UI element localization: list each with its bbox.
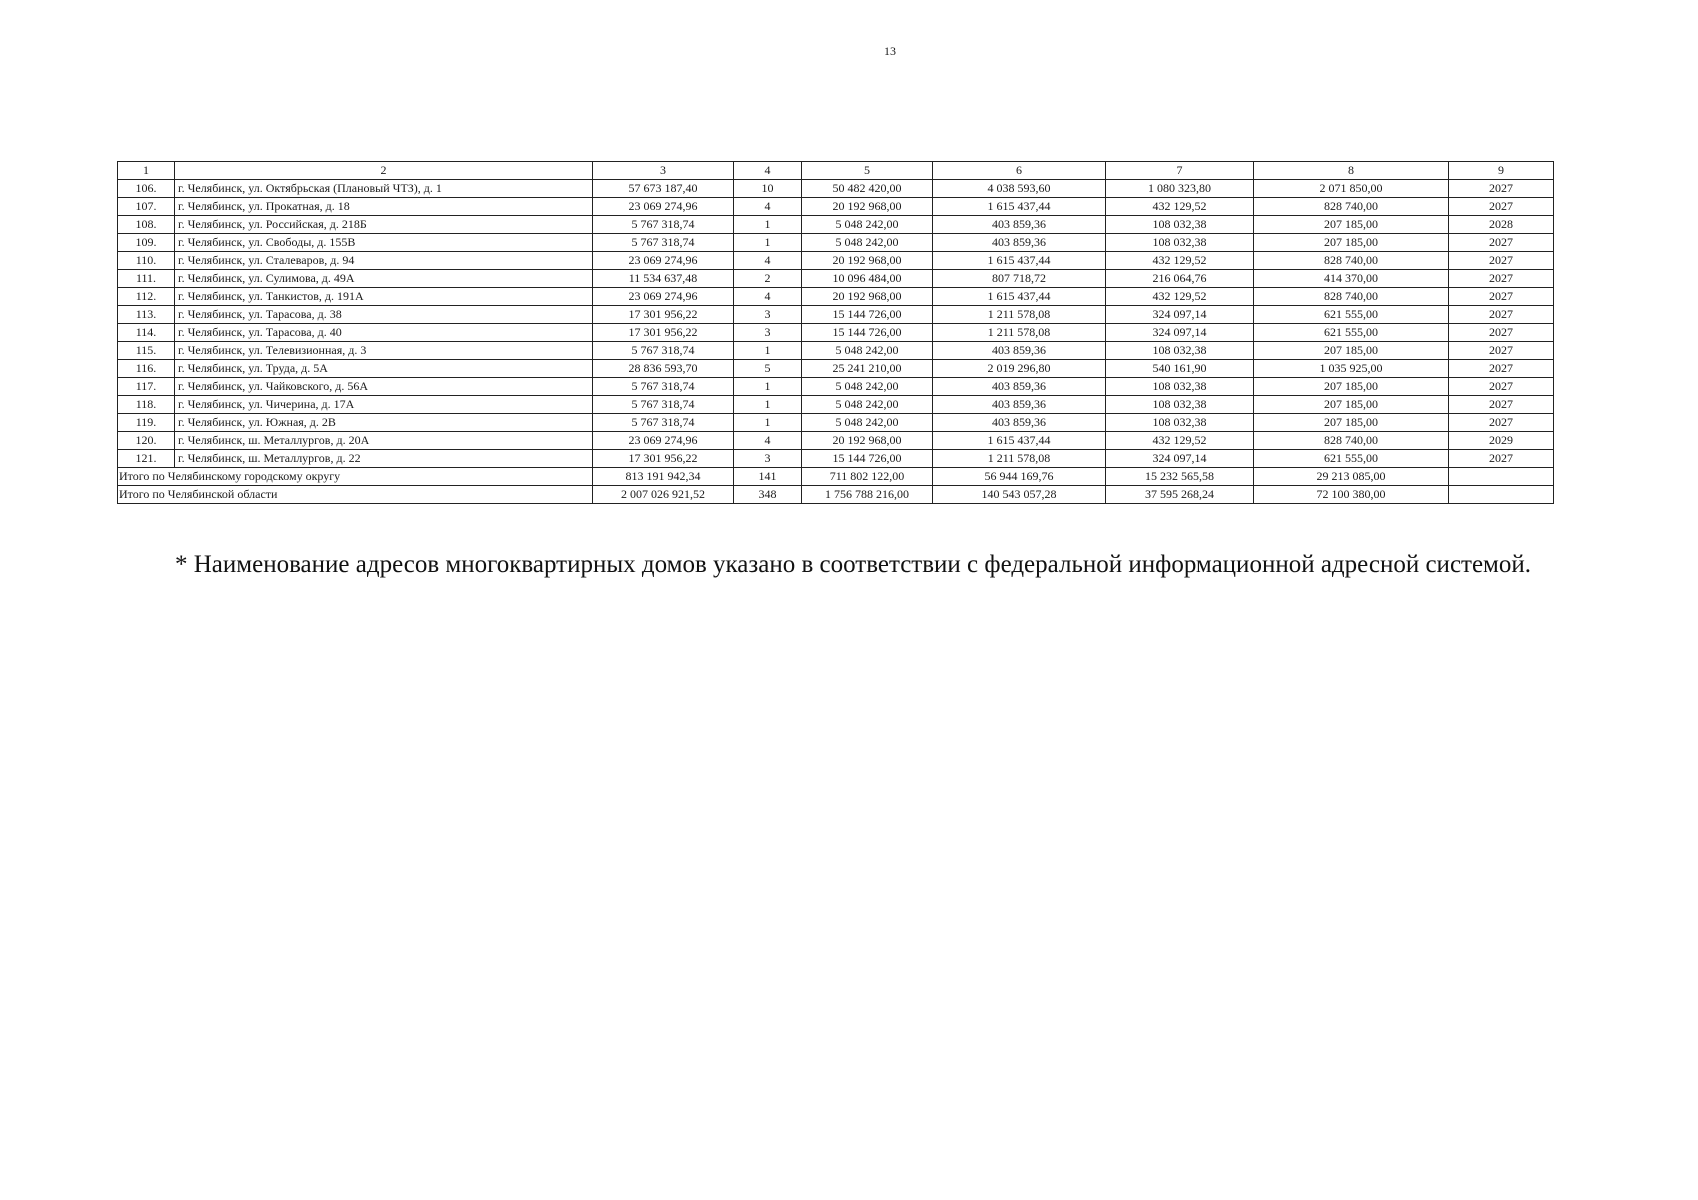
value-cell: 2027: [1449, 270, 1554, 288]
header-cell: 7: [1106, 162, 1254, 180]
totals-value-cell: 72 100 380,00: [1254, 486, 1449, 504]
value-cell: 5 767 318,74: [593, 234, 734, 252]
address-cell: г. Челябинск, ул. Южная, д. 2В: [175, 414, 593, 432]
value-cell: 403 859,36: [933, 216, 1106, 234]
address-cell: г. Челябинск, ул. Российская, д. 218Б: [175, 216, 593, 234]
table-row: [118, 180, 1554, 198]
value-cell: 57 673 187,40: [593, 180, 734, 198]
value-cell: 432 129,52: [1106, 252, 1254, 270]
value-cell: 1: [734, 378, 802, 396]
row-number-cell: 118.: [118, 396, 175, 414]
page-number: 13: [884, 44, 896, 58]
value-cell: 621 555,00: [1254, 306, 1449, 324]
value-cell: 828 740,00: [1254, 432, 1449, 450]
totals-value-cell: 56 944 169,76: [933, 468, 1106, 486]
row-number-cell: 121.: [118, 450, 175, 468]
value-cell: 3: [734, 324, 802, 342]
row-number-cell: 106.: [118, 180, 175, 198]
address-cell: г. Челябинск, ул. Сулимова, д. 49А: [175, 270, 593, 288]
value-cell: 1: [734, 396, 802, 414]
header-cell: 1: [118, 162, 175, 180]
table-row: [118, 288, 1554, 306]
table-row: [118, 432, 1554, 450]
header-cell: 3: [593, 162, 734, 180]
value-cell: 621 555,00: [1254, 450, 1449, 468]
value-cell: 324 097,14: [1106, 450, 1254, 468]
value-cell: 108 032,38: [1106, 378, 1254, 396]
value-cell: 1: [734, 234, 802, 252]
value-cell: 403 859,36: [933, 342, 1106, 360]
row-number-cell: 112.: [118, 288, 175, 306]
value-cell: 1 211 578,08: [933, 450, 1106, 468]
value-cell: 1 615 437,44: [933, 432, 1106, 450]
value-cell: 28 836 593,70: [593, 360, 734, 378]
footnote: * Наименование адресов многоквартирных домов указано в соответствии с федеральной информационной адресной системой.: [175, 551, 1532, 578]
totals-value-cell: 348: [734, 486, 802, 504]
row-number-cell: 107.: [118, 198, 175, 216]
table-row: [118, 234, 1554, 252]
totals-value-cell: [1449, 486, 1554, 504]
table-row: [118, 306, 1554, 324]
value-cell: 2027: [1449, 198, 1554, 216]
table-row: [118, 396, 1554, 414]
address-cell: г. Челябинск, ул. Свободы, д. 155В: [175, 234, 593, 252]
value-cell: 207 185,00: [1254, 396, 1449, 414]
value-cell: 108 032,38: [1106, 396, 1254, 414]
value-cell: 4: [734, 252, 802, 270]
value-cell: 15 144 726,00: [802, 450, 933, 468]
value-cell: 20 192 968,00: [802, 288, 933, 306]
table-body: [118, 162, 1554, 504]
row-number-cell: 114.: [118, 324, 175, 342]
value-cell: 414 370,00: [1254, 270, 1449, 288]
totals-label-cell: Итого по Челябинской области: [118, 486, 593, 504]
value-cell: 108 032,38: [1106, 342, 1254, 360]
value-cell: 1: [734, 342, 802, 360]
totals-value-cell: 1 756 788 216,00: [802, 486, 933, 504]
value-cell: 2: [734, 270, 802, 288]
value-cell: 828 740,00: [1254, 288, 1449, 306]
value-cell: 17 301 956,22: [593, 450, 734, 468]
row-number-cell: 120.: [118, 432, 175, 450]
value-cell: 1 211 578,08: [933, 324, 1106, 342]
value-cell: 5: [734, 360, 802, 378]
value-cell: 207 185,00: [1254, 378, 1449, 396]
address-cell: г. Челябинск, ул. Танкистов, д. 191А: [175, 288, 593, 306]
value-cell: 4: [734, 198, 802, 216]
table-header-row: [118, 162, 1554, 180]
value-cell: 2027: [1449, 396, 1554, 414]
header-cell: 8: [1254, 162, 1449, 180]
value-cell: 5 767 318,74: [593, 414, 734, 432]
value-cell: 2029: [1449, 432, 1554, 450]
value-cell: 207 185,00: [1254, 216, 1449, 234]
value-cell: 11 534 637,48: [593, 270, 734, 288]
value-cell: 2027: [1449, 252, 1554, 270]
value-cell: 403 859,36: [933, 414, 1106, 432]
address-cell: г. Челябинск, ул. Чайковского, д. 56А: [175, 378, 593, 396]
value-cell: 2027: [1449, 450, 1554, 468]
totals-value-cell: 29 213 085,00: [1254, 468, 1449, 486]
value-cell: 10 096 484,00: [802, 270, 933, 288]
program-table-wrapper: [117, 161, 1553, 504]
value-cell: 20 192 968,00: [802, 432, 933, 450]
value-cell: 828 740,00: [1254, 198, 1449, 216]
value-cell: 5 048 242,00: [802, 396, 933, 414]
value-cell: 10: [734, 180, 802, 198]
address-cell: г. Челябинск, ул. Тарасова, д. 40: [175, 324, 593, 342]
value-cell: 207 185,00: [1254, 414, 1449, 432]
address-cell: г. Челябинск, ул. Прокатная, д. 18: [175, 198, 593, 216]
value-cell: 1: [734, 216, 802, 234]
value-cell: 216 064,76: [1106, 270, 1254, 288]
totals-label-cell: Итого по Челябинскому городскому округу: [118, 468, 593, 486]
header-cell: 6: [933, 162, 1106, 180]
value-cell: 403 859,36: [933, 378, 1106, 396]
value-cell: 2 019 296,80: [933, 360, 1106, 378]
table-row: [118, 198, 1554, 216]
totals-value-cell: 711 802 122,00: [802, 468, 933, 486]
value-cell: 403 859,36: [933, 396, 1106, 414]
value-cell: 3: [734, 306, 802, 324]
value-cell: 23 069 274,96: [593, 252, 734, 270]
value-cell: 1 080 323,80: [1106, 180, 1254, 198]
value-cell: 621 555,00: [1254, 324, 1449, 342]
table-row: [118, 450, 1554, 468]
value-cell: 2027: [1449, 180, 1554, 198]
totals-row: [118, 468, 1554, 486]
value-cell: 2027: [1449, 306, 1554, 324]
value-cell: 2 071 850,00: [1254, 180, 1449, 198]
header-cell: 2: [175, 162, 593, 180]
value-cell: 108 032,38: [1106, 414, 1254, 432]
table-row: [118, 342, 1554, 360]
value-cell: 5 048 242,00: [802, 378, 933, 396]
row-number-cell: 117.: [118, 378, 175, 396]
value-cell: 5 048 242,00: [802, 234, 933, 252]
address-cell: г. Челябинск, ул. Чичерина, д. 17А: [175, 396, 593, 414]
address-cell: г. Челябинск, ул. Октябрьская (Плановый ЧТЗ), д. 1: [175, 180, 593, 198]
table-row: [118, 378, 1554, 396]
value-cell: 15 144 726,00: [802, 324, 933, 342]
value-cell: 5 048 242,00: [802, 216, 933, 234]
table-row: [118, 216, 1554, 234]
address-cell: г. Челябинск, ш. Металлургов, д. 20А: [175, 432, 593, 450]
row-number-cell: 119.: [118, 414, 175, 432]
row-number-cell: 109.: [118, 234, 175, 252]
value-cell: 2027: [1449, 288, 1554, 306]
value-cell: 1 615 437,44: [933, 252, 1106, 270]
row-number-cell: 111.: [118, 270, 175, 288]
header-cell: 5: [802, 162, 933, 180]
totals-value-cell: 37 595 268,24: [1106, 486, 1254, 504]
value-cell: 23 069 274,96: [593, 198, 734, 216]
table-row: [118, 414, 1554, 432]
value-cell: 207 185,00: [1254, 342, 1449, 360]
value-cell: 2027: [1449, 360, 1554, 378]
totals-value-cell: [1449, 468, 1554, 486]
value-cell: 3: [734, 450, 802, 468]
value-cell: 1 615 437,44: [933, 198, 1106, 216]
totals-value-cell: 141: [734, 468, 802, 486]
totals-value-cell: 813 191 942,34: [593, 468, 734, 486]
value-cell: 4: [734, 432, 802, 450]
totals-value-cell: 140 543 057,28: [933, 486, 1106, 504]
value-cell: 23 069 274,96: [593, 432, 734, 450]
value-cell: 324 097,14: [1106, 324, 1254, 342]
row-number-cell: 108.: [118, 216, 175, 234]
totals-value-cell: 2 007 026 921,52: [593, 486, 734, 504]
value-cell: 5 048 242,00: [802, 414, 933, 432]
value-cell: 4 038 593,60: [933, 180, 1106, 198]
value-cell: 20 192 968,00: [802, 198, 933, 216]
value-cell: 828 740,00: [1254, 252, 1449, 270]
value-cell: 20 192 968,00: [802, 252, 933, 270]
value-cell: 2027: [1449, 414, 1554, 432]
header-cell: 4: [734, 162, 802, 180]
value-cell: 2027: [1449, 342, 1554, 360]
value-cell: 1 211 578,08: [933, 306, 1106, 324]
program-table: [117, 161, 1554, 504]
value-cell: 432 129,52: [1106, 198, 1254, 216]
value-cell: 2027: [1449, 234, 1554, 252]
value-cell: 403 859,36: [933, 234, 1106, 252]
totals-row: [118, 486, 1554, 504]
value-cell: 432 129,52: [1106, 432, 1254, 450]
value-cell: 2027: [1449, 324, 1554, 342]
header-cell: 9: [1449, 162, 1554, 180]
value-cell: 17 301 956,22: [593, 306, 734, 324]
address-cell: г. Челябинск, ш. Металлургов, д. 22: [175, 450, 593, 468]
value-cell: 108 032,38: [1106, 216, 1254, 234]
value-cell: 108 032,38: [1106, 234, 1254, 252]
table-row: [118, 324, 1554, 342]
value-cell: 324 097,14: [1106, 306, 1254, 324]
value-cell: 1 035 925,00: [1254, 360, 1449, 378]
value-cell: 15 144 726,00: [802, 306, 933, 324]
value-cell: 1 615 437,44: [933, 288, 1106, 306]
table-row: [118, 360, 1554, 378]
value-cell: 1: [734, 414, 802, 432]
value-cell: 5 767 318,74: [593, 342, 734, 360]
value-cell: 540 161,90: [1106, 360, 1254, 378]
value-cell: 2028: [1449, 216, 1554, 234]
address-cell: г. Челябинск, ул. Сталеваров, д. 94: [175, 252, 593, 270]
value-cell: 23 069 274,96: [593, 288, 734, 306]
value-cell: 4: [734, 288, 802, 306]
value-cell: 5 767 318,74: [593, 396, 734, 414]
value-cell: 432 129,52: [1106, 288, 1254, 306]
value-cell: 17 301 956,22: [593, 324, 734, 342]
row-number-cell: 115.: [118, 342, 175, 360]
value-cell: 807 718,72: [933, 270, 1106, 288]
value-cell: 50 482 420,00: [802, 180, 933, 198]
value-cell: 25 241 210,00: [802, 360, 933, 378]
row-number-cell: 110.: [118, 252, 175, 270]
value-cell: 207 185,00: [1254, 234, 1449, 252]
address-cell: г. Челябинск, ул. Телевизионная, д. 3: [175, 342, 593, 360]
value-cell: 5 767 318,74: [593, 378, 734, 396]
row-number-cell: 113.: [118, 306, 175, 324]
row-number-cell: 116.: [118, 360, 175, 378]
value-cell: 5 767 318,74: [593, 216, 734, 234]
table-row: [118, 252, 1554, 270]
address-cell: г. Челябинск, ул. Тарасова, д. 38: [175, 306, 593, 324]
value-cell: 2027: [1449, 378, 1554, 396]
table-row: [118, 270, 1554, 288]
totals-value-cell: 15 232 565,58: [1106, 468, 1254, 486]
value-cell: 5 048 242,00: [802, 342, 933, 360]
address-cell: г. Челябинск, ул. Труда, д. 5А: [175, 360, 593, 378]
